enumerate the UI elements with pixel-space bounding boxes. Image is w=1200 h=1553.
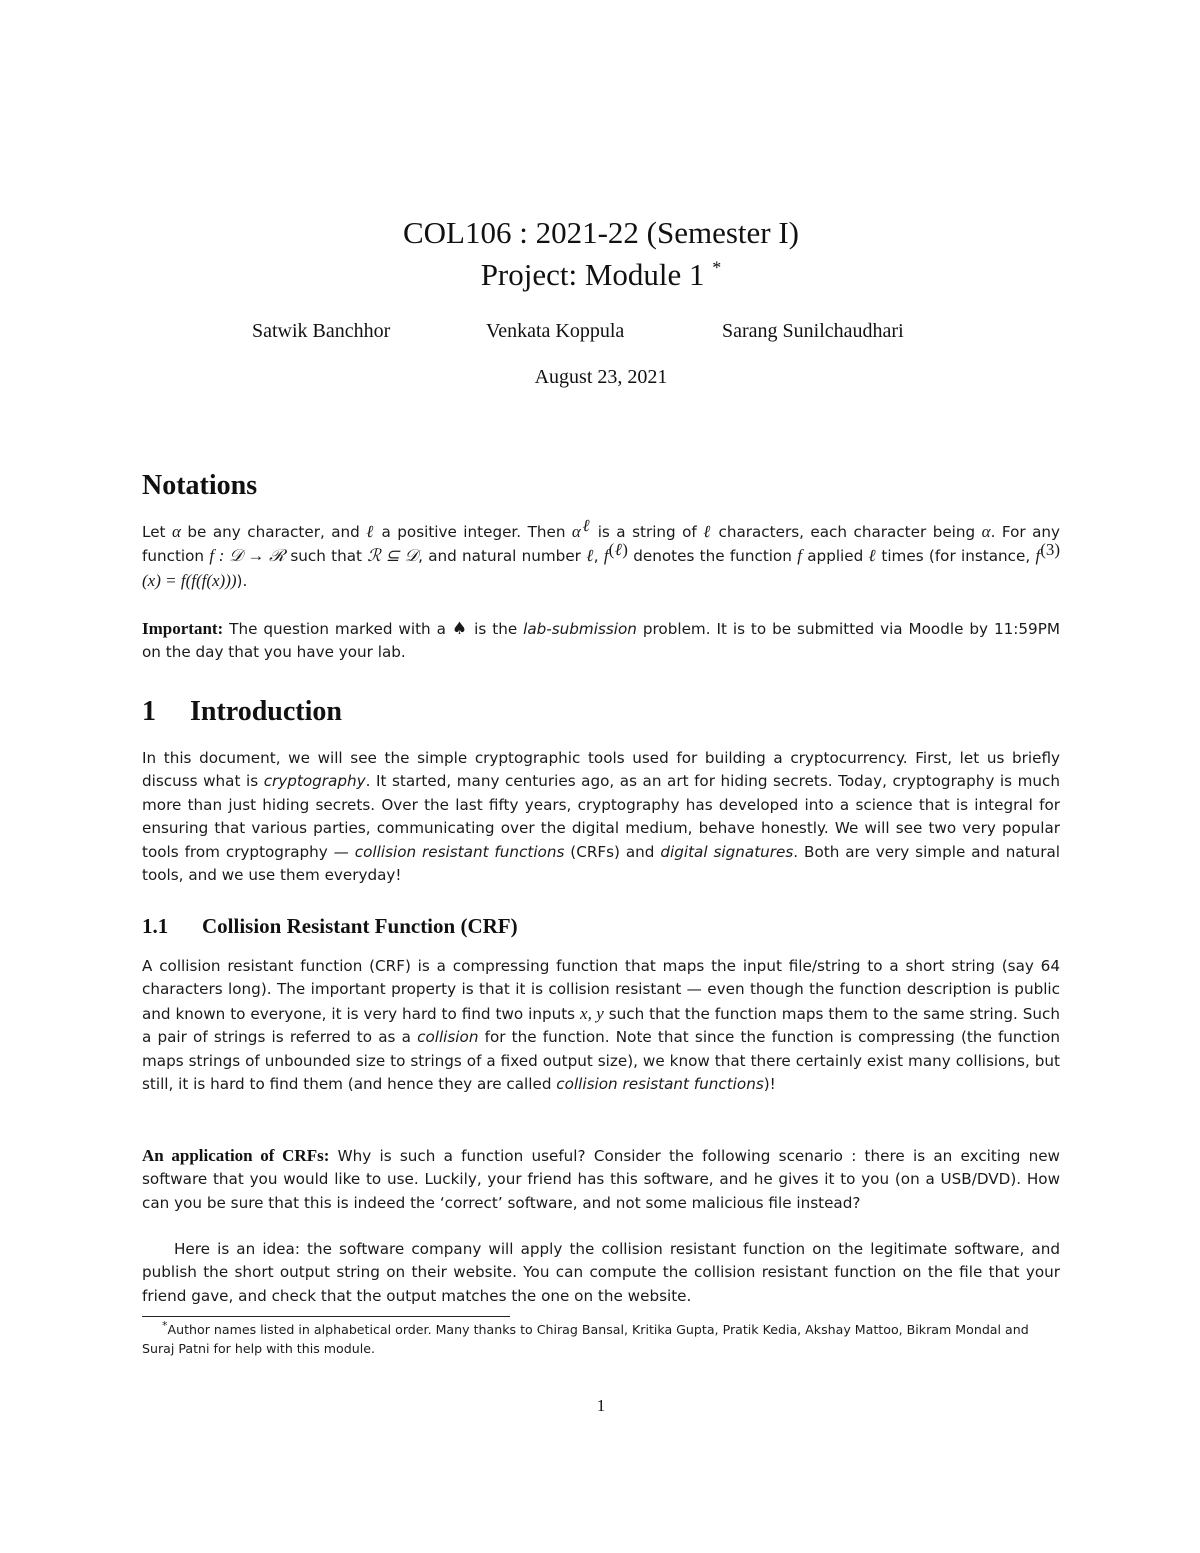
author-2: Venkata Koppula: [486, 320, 625, 342]
page-number: 1: [596, 1396, 606, 1415]
application-label: An application of CRFs:: [142, 1146, 330, 1165]
notations-heading: Notations: [142, 470, 258, 501]
author-3: Sarang Sunilchaudhari: [722, 320, 904, 342]
author-1: Satwik Banchhor: [252, 320, 391, 342]
idea-paragraph: Here is an idea: the software company will apply the collision resistant function on the legitimate software, and publish the short output string on their website. You can compute the collision resistant function on the file that your friend gave, and check that the output matches the one on the website.: [142, 1240, 1060, 1305]
footnote: [142, 1320, 1060, 1358]
title-footnote-mark: *: [712, 257, 722, 278]
spade-icon: ♠: [451, 619, 469, 639]
introduction-paragraph: In this document, we will see the simple cryptographic tools used for building a cryptocurrency. First, let us briefly discuss what is cryptography. It started, many centuries ago, as an art for hiding secrets. Today, cryptography is much more than just hiding secrets. Over the last fifty years, cryptography has developed into a science that is integral for ensuring that various parties, communicating over the digital medium, behave honestly. We will see two very popular tools from cryptography — collision resistant functions (CRFs) and digital signatures. Both are very simple and natural tools, and we use them everyday!: [142, 749, 1061, 885]
footnote-text: Author names listed in alphabetical order. Many thanks to Chirag Bansal, Kritika Gupta, Pratik Kedia, Akshay Mattoo, Bikram Mondal and Suraj Patni for help with this module.: [142, 1322, 1029, 1356]
footnote-mark: *: [162, 1318, 168, 1332]
title-line-1: COL106 : 2021-22 (Semester I): [402, 215, 800, 250]
section-1-heading: 1 Introduction: [142, 696, 342, 727]
crf-paragraph: A collision resistant function (CRF) is a compressing function that maps the input file/string to a short string (say 64 characters long). The important property is that it is collision resistant — even though the function description is public and known to everyone, it is very hard to find two inputs x, y such that the function maps them to the same string. Such a pair of strings is referred to as a collision for the function. Note that since the function is compressing (the function maps strings of unbounded size to strings of a fixed output size), we know that there certainly exist many collisions, but still, it is hard to find them (and hence they are called collision resistant functions)!: [142, 957, 1061, 1094]
footnote-rule: [142, 1316, 510, 1317]
important-paragraph: Important: The question marked with a ♠ is the lab-submission problem. It is to be submitted via Moodle by 11:59PM on the day that you have your lab.: [142, 619, 1060, 662]
paper-date: August 23, 2021: [534, 366, 668, 388]
title-line-2: [142, 254, 1060, 296]
notations-paragraph: Let α be any character, and ℓ a positive integer. Then $\alpha^\ell$ is a string of ℓ characters, each character being α. For any function f : 𝒟 → ℛ such that ℛ ⊆ 𝒟, and natural number ℓ, $f^{(\ell)}$ denotes the function f applied ℓ times (for instance, $f^{(3)}(x) = f(f(f(x)))$).: [142, 515, 1061, 590]
important-label: Important:: [142, 619, 224, 638]
section-1-1-heading: 1.1 Collision Resistant Function (CRF): [142, 914, 518, 938]
paper-title: [142, 212, 1060, 296]
title-line-2-text: Project: Module 1: [480, 257, 705, 292]
crf-application-paragraph: An application of CRFs: Why is such a function useful? Consider the following scenario : there is an exciting new software that you would like to use. Luckily, your friend has this software, and he gives it to you (on a USB/DVD). How can you be sure that this is indeed the ‘correct’ software, and not some malicious file instead?: [142, 1146, 1060, 1212]
